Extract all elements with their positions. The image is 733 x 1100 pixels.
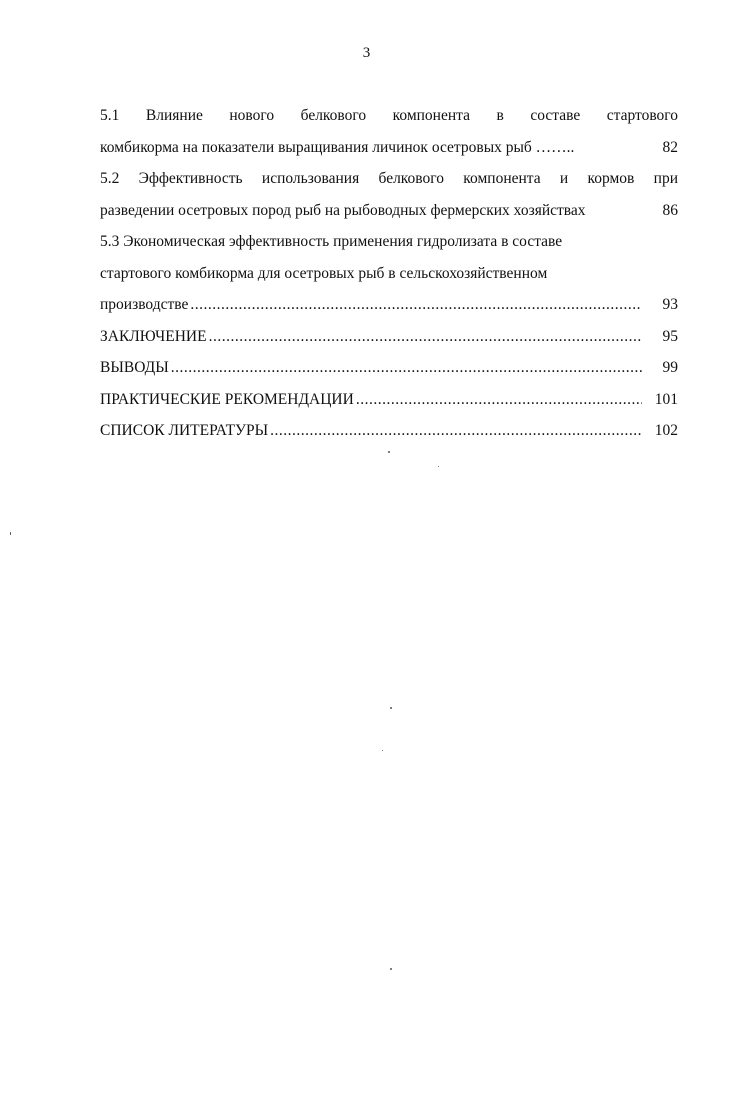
toc-entry-findings — [100, 352, 678, 384]
page-number: 3 — [362, 45, 371, 61]
scan-speck — [438, 466, 439, 467]
scan-speck — [388, 451, 390, 453]
toc-entry-5-1-text: комбикорма на показатели выращивания личинок осетровых рыб …….. — [100, 138, 575, 156]
toc-entry-5-2-line-2 — [100, 195, 678, 227]
toc-entry-5-1-line-1: 5.1 Влияние нового белкового компонента в составе стартового — [100, 107, 678, 124]
dot-leader — [171, 352, 642, 384]
toc-entry-conclusion-page: 95 — [662, 327, 678, 345]
toc-entry-conclusion — [100, 321, 678, 353]
toc-entry-5-1-line-2 — [100, 132, 678, 164]
toc-entry-5-2-text: разведении осетровых пород рыб на рыбоводных фермерских хозяйствах — [100, 201, 586, 219]
toc-entry-5-2-line-1: 5.2 Эффективность использования белкового компонента и кормов при — [100, 170, 678, 187]
toc-entry-5-3-text: производстве — [100, 296, 189, 313]
toc-entry-findings-page: 99 — [662, 359, 678, 376]
toc-entry-references-label: СПИСОК ЛИТЕРАТУРЫ — [100, 422, 269, 439]
table-of-contents — [100, 100, 678, 447]
toc-entry-recommendations-page: 101 — [654, 390, 678, 408]
toc-entry-5-1-page: 82 — [662, 138, 678, 156]
scan-speck — [10, 532, 11, 535]
toc-entry-findings-label: ВЫВОДЫ — [100, 359, 169, 376]
toc-entry-conclusion-label: ЗАКЛЮЧЕНИЕ — [100, 327, 207, 345]
scan-speck — [390, 968, 392, 970]
toc-entry-5-3-line-1: 5.3 Экономическая эффективность применения гидролизата в составе — [100, 233, 563, 250]
scan-speck — [382, 750, 383, 751]
toc-entry-5-3-line-3 — [100, 289, 678, 321]
dot-leader — [190, 289, 642, 321]
toc-entry-references-page: 102 — [654, 422, 678, 439]
toc-entry-references — [100, 415, 678, 447]
toc-entry-recommendations-label: ПРАКТИЧЕСКИЕ РЕКОМЕНДАЦИИ — [100, 390, 354, 408]
dot-leader — [209, 321, 642, 353]
toc-entry-5-3-line-2: стартового комбикорма для осетровых рыб в сельскохозяйственном — [100, 264, 548, 282]
toc-entry-recommendations — [100, 384, 678, 416]
scan-speck — [390, 707, 392, 709]
dot-leader — [356, 384, 642, 416]
toc-entry-5-2-page: 86 — [662, 201, 678, 219]
toc-entry-5-3-page: 93 — [662, 296, 678, 313]
dot-leader — [270, 415, 642, 447]
